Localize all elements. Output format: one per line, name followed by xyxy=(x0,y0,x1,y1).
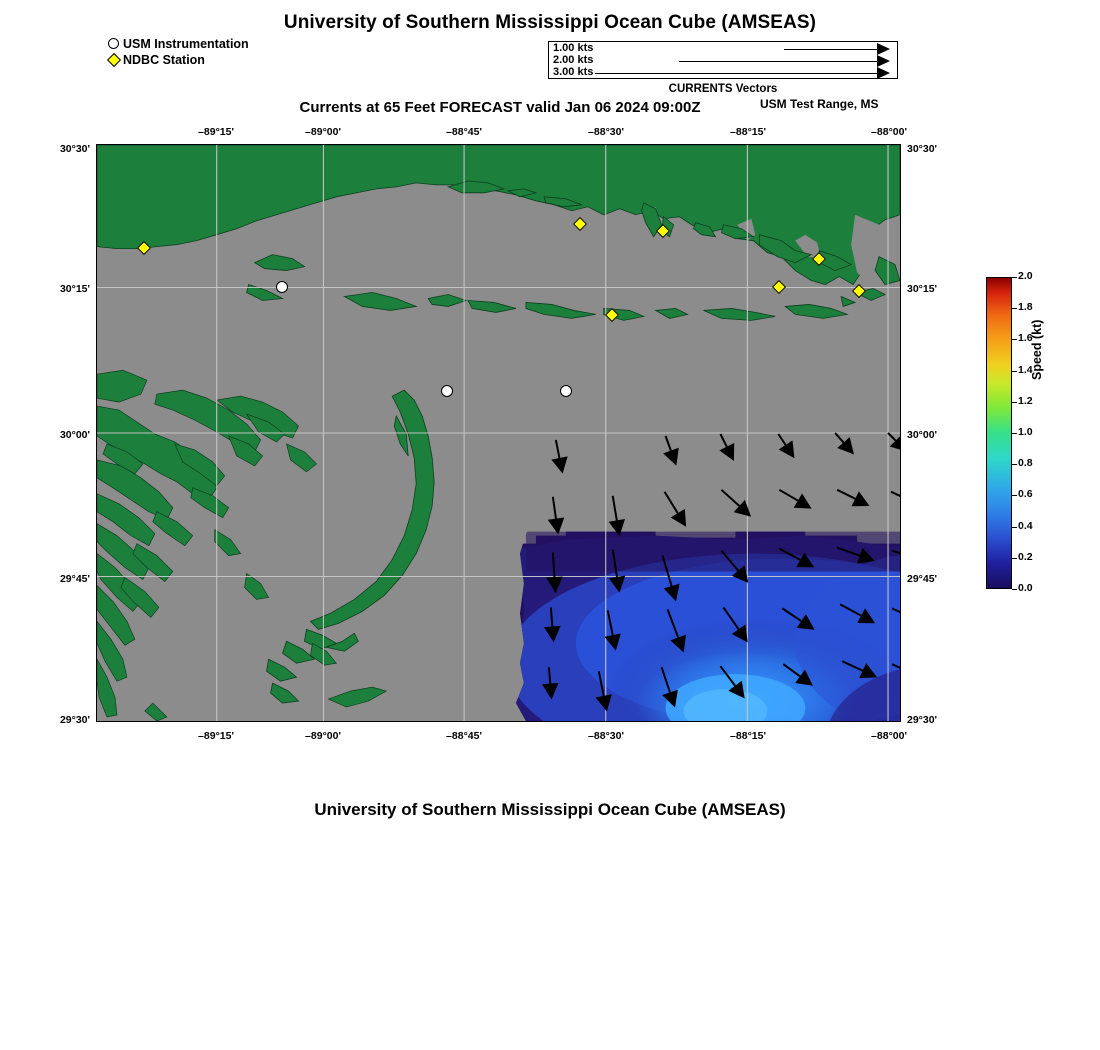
lon-tick-label-bottom: –88°15' xyxy=(730,730,766,742)
lat-tick-label-right: 29°30' xyxy=(907,714,938,726)
legend-item-label: NDBC Station xyxy=(123,52,205,67)
colorbar-tick-mark xyxy=(1012,339,1017,340)
colorbar-tick-label: 2.0 xyxy=(1018,270,1033,282)
lat-tick-label-left: 30°30' xyxy=(59,143,90,155)
map-panel[interactable] xyxy=(96,144,901,722)
colorbar-tick-label: 0.0 xyxy=(1018,582,1033,594)
colorbar-tick-mark xyxy=(1012,527,1017,528)
colorbar xyxy=(986,277,1012,589)
circle-marker-icon xyxy=(108,38,119,49)
lon-tick-label-top: –88°00' xyxy=(871,126,907,138)
colorbar-tick-label: 1.8 xyxy=(1018,301,1033,314)
vector-arrowhead-icon xyxy=(877,43,890,55)
lat-tick-label-right: 29°45' xyxy=(907,573,938,585)
colorbar-tick-mark xyxy=(1012,589,1017,590)
lat-tick-label-right: 30°15' xyxy=(907,283,938,295)
lon-tick-label-bottom: –88°30' xyxy=(588,730,624,742)
lon-tick-label-top: –88°15' xyxy=(730,126,766,138)
vector-scale-label: 1.00 kts xyxy=(553,42,594,54)
colorbar-tick-label: 0.8 xyxy=(1018,457,1033,470)
usm-station-marker[interactable] xyxy=(441,385,453,397)
colorbar-title: Speed (kt) xyxy=(1030,319,1044,380)
colorbar-tick-label: 1.4 xyxy=(1018,363,1033,376)
lat-tick-label-left: 29°45' xyxy=(59,573,90,585)
lon-tick-label-bottom: –88°45' xyxy=(446,730,482,742)
vector-scale-row-2 xyxy=(549,55,899,67)
colorbar-tick-mark xyxy=(1012,308,1017,309)
lon-tick-label-bottom: –88°00' xyxy=(871,730,907,742)
vector-shaft xyxy=(679,61,879,62)
lat-tick-label-left: 30°15' xyxy=(59,283,90,295)
lon-tick-label-top: –88°30' xyxy=(588,126,624,138)
vector-scale-label: 2.00 kts xyxy=(553,54,594,66)
lat-tick-label-right: 30°30' xyxy=(907,143,938,155)
map-subtitle: Currents at 65 Feet FORECAST valid Jan 06 2024 09:00Z xyxy=(299,99,701,116)
lon-tick-label-top: –88°45' xyxy=(446,126,482,138)
colorbar-tick-label: 0.6 xyxy=(1018,488,1033,501)
map-canvas xyxy=(97,145,900,721)
vector-arrowhead-icon xyxy=(877,55,890,67)
usm-station-marker[interactable] xyxy=(560,385,572,397)
colorbar-tick-label: 1.0 xyxy=(1018,426,1033,438)
usm-station-marker[interactable] xyxy=(276,281,288,293)
vector-shaft xyxy=(594,73,879,74)
lat-tick-label-right: 30°00' xyxy=(907,429,938,441)
lon-tick-label-top: –89°15' xyxy=(198,126,234,138)
colorbar-tick-label: 0.4 xyxy=(1018,519,1033,532)
vector-arrowhead-icon xyxy=(877,67,890,79)
vector-scale-row-1 xyxy=(549,43,899,55)
colorbar-tick-label: 1.2 xyxy=(1018,394,1033,407)
footer-title: University of Southern Mississippi Ocean Cube (AMSEAS) xyxy=(314,800,786,819)
colorbar-tick-mark xyxy=(1012,371,1017,372)
colorbar-tick-mark xyxy=(1012,277,1017,278)
vector-scale-caption: CURRENTS Vectors xyxy=(668,83,778,95)
page-title: University of Southern Mississippi Ocean Cube (AMSEAS) xyxy=(283,12,817,33)
vector-scale-label: 3.00 kts xyxy=(553,66,594,78)
range-label: USM Test Range, MS xyxy=(760,97,879,111)
marker-legend xyxy=(108,36,338,68)
lon-tick-label-bottom: –89°15' xyxy=(198,730,234,742)
diamond-marker-icon xyxy=(107,52,121,66)
vector-shaft xyxy=(784,49,879,50)
lat-tick-label-left: 29°30' xyxy=(59,714,90,726)
vector-scale-row-3 xyxy=(549,67,899,79)
lat-tick-label-left: 30°00' xyxy=(59,429,90,441)
colorbar-tick-label: 0.2 xyxy=(1018,550,1033,563)
colorbar-tick-mark xyxy=(1012,495,1017,496)
colorbar-tick-mark xyxy=(1012,558,1017,559)
lon-tick-label-bottom: –89°00' xyxy=(305,730,341,742)
colorbar-tick-mark xyxy=(1012,402,1017,403)
legend-item-label: USM Instrumentation xyxy=(123,36,249,51)
current-vector-shaft xyxy=(549,667,550,683)
legend-item-ndbc xyxy=(108,52,338,67)
vector-scale-box xyxy=(548,41,898,79)
legend-item-usm xyxy=(108,36,338,51)
colorbar-tick-mark xyxy=(1012,464,1017,465)
colorbar-tick-label: 1.6 xyxy=(1018,332,1033,345)
lon-tick-label-top: –89°00' xyxy=(305,126,341,138)
colorbar-tick-mark xyxy=(1012,433,1017,434)
